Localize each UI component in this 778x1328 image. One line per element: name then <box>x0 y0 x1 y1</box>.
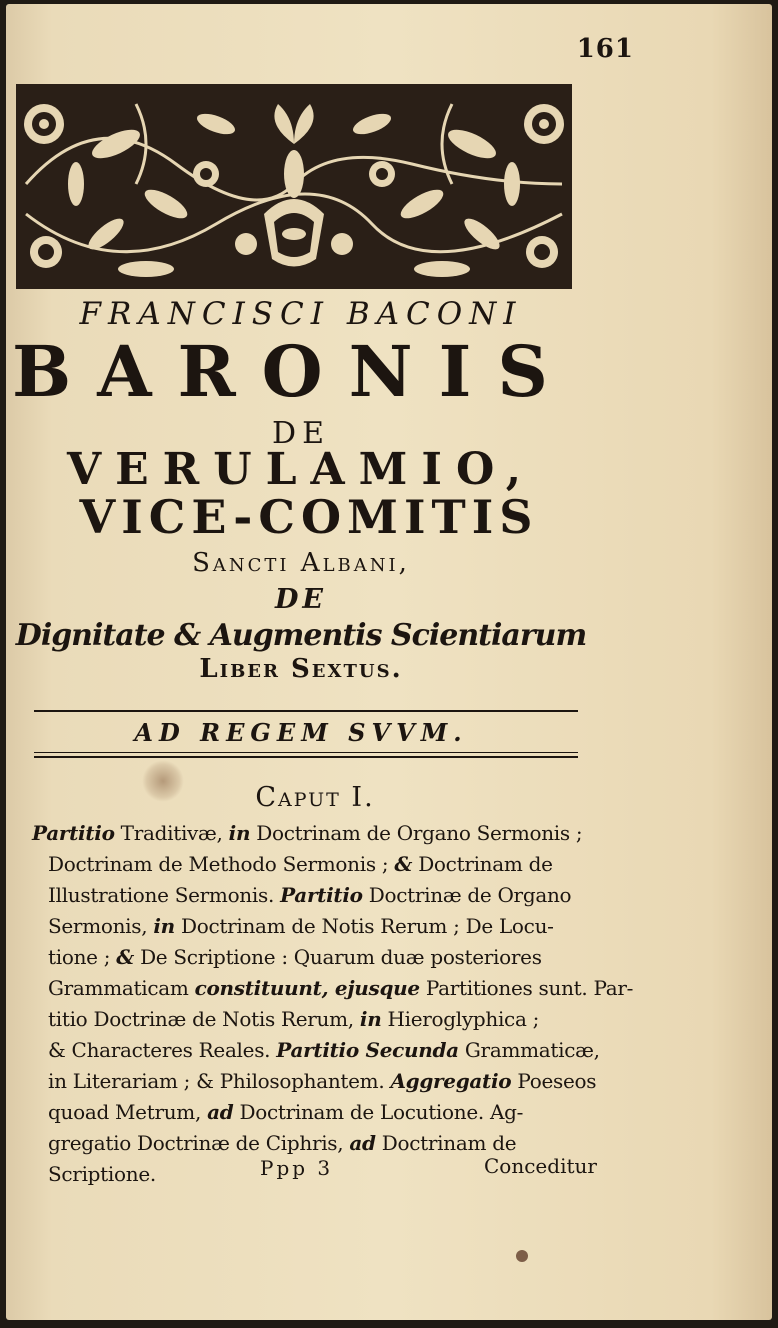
book-page <box>6 4 772 1320</box>
rule-bottom-thin <box>34 752 578 753</box>
rule-top <box>34 710 578 712</box>
summary-line: tione ; & De Scriptione : Quarum duæ posteriores <box>48 945 542 969</box>
summary-line: Sermonis, in Doctrinam de Notis Rerum ; De Locu- <box>48 914 554 938</box>
summary-line: Scriptione. <box>48 1162 156 1186</box>
rule-bottom-thick <box>34 756 578 758</box>
title-verulamio: VERULAMIO, <box>66 444 536 495</box>
woodcut-headpiece <box>16 84 572 289</box>
summary-line: Illustratione Sermonis. Partitio Doctrinæ de Organo <box>48 883 572 907</box>
title-de-2: DE <box>275 584 327 615</box>
author-title: BARONIS <box>12 330 574 413</box>
title-de-1: DE <box>272 416 330 451</box>
chapter-heading: Caput I. <box>255 782 375 813</box>
summary-line: Grammaticam constituunt, ejusque Partitiones sunt. Par- <box>48 976 634 1000</box>
summary-line: quoad Metrum, ad Doctrinam de Locutione. Ag- <box>48 1100 524 1124</box>
ink-spot <box>516 1250 528 1262</box>
summary-line: Partitio Traditivæ, in Doctrinam de Organo Sermonis ; <box>32 821 583 845</box>
title-vice-comitis: VICE-COMITIS <box>79 490 539 544</box>
catchword: Conceditur <box>484 1154 597 1178</box>
summary-line: Doctrinam de Methodo Sermonis ; & Doctrinam de <box>48 852 553 876</box>
dedication: AD REGEM SVVM. <box>134 718 468 747</box>
summary-line: in Literariam ; & Philosophantem. Aggregatio Poeseos <box>48 1069 597 1093</box>
signature-mark: Ppp 3 <box>260 1156 334 1180</box>
work-title: Dignitate & Augmentis Scientiarum <box>15 618 587 653</box>
author-name: FRANCISCI BACONI <box>79 296 523 332</box>
summary-line: gregatio Doctrinæ de Ciphris, ad Doctrinam de <box>48 1131 517 1155</box>
summary-line: titio Doctrinæ de Notis Rerum, in Hieroglyphica ; <box>48 1007 540 1031</box>
chapter-summary <box>32 818 634 1190</box>
page-number: 161 <box>576 34 634 64</box>
book-number: Liber Sextus. <box>199 654 403 684</box>
title-sancti-albani: Sancti Albani, <box>192 548 410 578</box>
summary-line: & Characteres Reales. Partitio Secunda Grammaticæ, <box>48 1038 600 1062</box>
